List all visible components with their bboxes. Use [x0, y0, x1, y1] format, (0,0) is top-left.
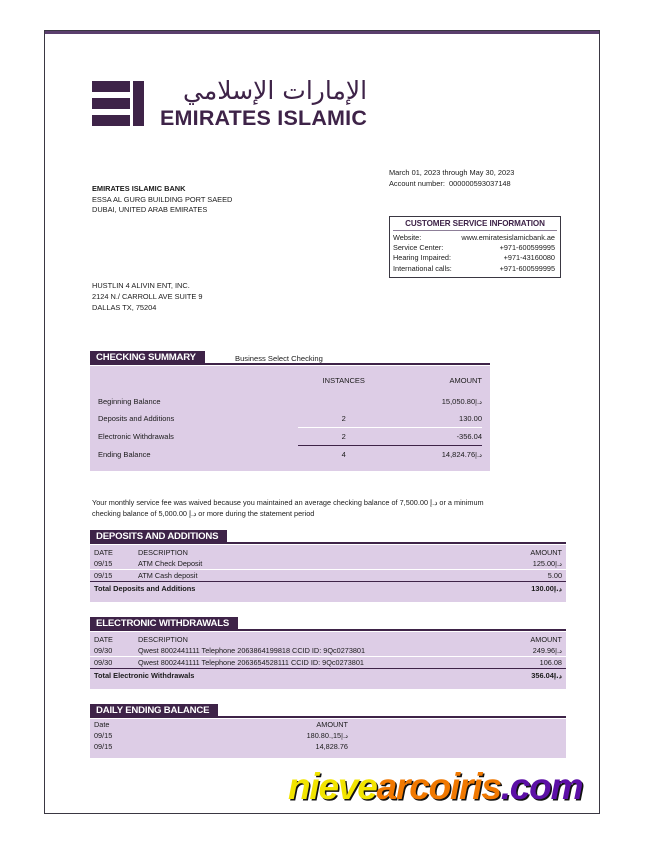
daily-balance-rule: [90, 716, 566, 718]
txn-total-row: [90, 582, 566, 597]
bank-address-block: [92, 184, 232, 216]
withdrawals-rule: [90, 629, 566, 631]
txn-amount: د.إ249.96: [508, 645, 566, 657]
bank-name-arabic: الإمارات الإسلامي: [183, 76, 368, 105]
customer-service-row-hearing-impaired: [393, 253, 557, 263]
table-spacer-row: [90, 683, 566, 689]
checking-summary-table-wrap: [90, 366, 490, 471]
withdrawals-table-wrap: [90, 632, 566, 689]
bank-logo-text: [160, 78, 367, 131]
daily-balance-header: [90, 704, 566, 717]
checking-summary-subtitle: Business Select Checking: [235, 354, 323, 363]
checking-summary-row: [98, 393, 482, 410]
txn-amount: 106.08: [539, 658, 562, 667]
txn-date: 09/30: [94, 658, 113, 667]
account-number-value: 000000593037148: [449, 178, 511, 188]
deposits-title: DEPOSITS AND ADDITIONS: [90, 530, 227, 543]
daily-balance-date: 09/15: [94, 742, 113, 751]
withdrawals-col-amount: AMOUNT: [530, 635, 562, 644]
currency-symbol: د.إ: [555, 560, 562, 568]
txn-date: 09/15: [94, 571, 113, 580]
withdrawals-col-date: DATE: [94, 635, 113, 644]
table-row: [90, 730, 566, 741]
checking-summary-rule: [90, 363, 490, 365]
checking-summary-table: [98, 372, 482, 463]
deposits-header: [90, 530, 566, 543]
daily-ending-balance-section: [90, 704, 566, 758]
daily-balance-col-spacer: [348, 719, 566, 730]
cs-value-hearing-impaired: +971-43160080: [503, 253, 555, 263]
checking-summary-row-amount: د.إ15,050.80: [441, 397, 482, 406]
statement-period: March 01, 2023 through May 30, 2023: [389, 168, 515, 177]
deposits-table-wrap: [90, 545, 566, 602]
daily-balance-date: 09/15: [94, 731, 113, 740]
txn-description: Qwest 8002441111 Telephone 2063654528111 CCID ID: 9Qc0273801: [138, 658, 364, 667]
bank-address-name: EMIRATES ISLAMIC BANK: [92, 184, 186, 193]
daily-balance-table-wrap: [90, 719, 566, 758]
checking-summary-col-instances: INSTANCES: [322, 376, 365, 385]
txn-total-label: Total Deposits and Additions: [90, 582, 413, 597]
checking-summary-row-label: Beginning Balance: [98, 397, 161, 406]
txn-total-amount: د.إ130.00: [413, 582, 566, 597]
cs-value-service-center: +971-600599995: [499, 242, 555, 252]
table-row: [90, 741, 566, 752]
checking-summary-row: [98, 446, 482, 464]
deposits-rule: [90, 542, 566, 544]
withdrawals-header: [90, 617, 566, 630]
customer-service-row-service-center: [393, 243, 557, 253]
cs-label-website: Website:: [393, 232, 422, 242]
bank-logo: [92, 78, 367, 131]
checking-summary-col-blank: [98, 372, 298, 393]
service-fee-note: Your monthly service fee was waived because you maintained an average checking balance of د.إ 7,500.00 or a minimum checking balance of د.إ 5,000.00 or more during the statement period: [92, 498, 484, 519]
customer-service-title: CUSTOMER SERVICE INFORMATION: [393, 219, 557, 231]
deposits-col-description: DESCRIPTION: [138, 548, 188, 557]
customer-service-row-website: [393, 233, 557, 243]
statement-period-block: [389, 168, 514, 189]
withdrawals-title: ELECTRONIC WITHDRAWALS: [90, 617, 238, 630]
deposits-col-date: DATE: [94, 548, 113, 557]
checking-summary-row-instances: 2: [341, 414, 346, 423]
currency-symbol: د.إ: [475, 451, 482, 459]
deposits-header-row: [90, 545, 566, 558]
currency-symbol: د.إ: [555, 647, 562, 655]
checking-summary-header-row: [98, 372, 482, 393]
cs-label-international: International calls:: [393, 263, 452, 273]
cs-value-international: +971-600599995: [499, 263, 555, 273]
currency-symbol: د.إ: [553, 672, 562, 680]
currency-symbol: د.إ: [475, 398, 482, 406]
watermark-part-2: arcoiris: [376, 766, 501, 807]
account-number-row: [389, 179, 514, 190]
daily-balance-table: [90, 719, 566, 752]
txn-date: 09/15: [90, 558, 138, 570]
daily-balance-amount: 14,828.76: [315, 742, 348, 751]
customer-address-line3: DALLAS TX, 75204: [92, 303, 157, 313]
checking-summary-row-amount: د.إ14,824.76: [390, 446, 482, 464]
customer-service-box: [389, 216, 561, 278]
table-row: [90, 570, 566, 582]
cs-value-website[interactable]: www.emiratesislamicbank.ae: [461, 232, 555, 242]
deposits-col-amount: AMOUNT: [530, 548, 562, 557]
checking-summary-header: [90, 351, 490, 364]
withdrawals-header-row: [90, 632, 566, 645]
watermark-part-3: .com: [500, 766, 583, 807]
txn-description: Qwest 8002441111 Telephone 2063864199818 CCID ID: 9Qc0273801: [138, 645, 508, 657]
txn-description: ATM Cash deposit: [138, 571, 198, 580]
withdrawals-table: [90, 632, 566, 689]
table-row: [90, 558, 566, 570]
bank-address-line2: DUBAI, UNITED ARAB EMIRATES: [92, 205, 208, 215]
checking-summary-row-instances: [298, 393, 390, 410]
checking-summary-row: [98, 410, 482, 428]
deposits-and-additions-section: [90, 530, 566, 602]
checking-summary-col-amount: AMOUNT: [449, 376, 482, 385]
currency-symbol: د.إ: [553, 585, 562, 593]
table-row: [90, 657, 566, 669]
cs-label-hearing-impaired: Hearing Impaired:: [393, 253, 451, 263]
txn-date: 09/30: [90, 645, 138, 657]
checking-summary-row-instances: 2: [298, 428, 390, 446]
bank-address-line1: ESSA AL GURG BUILDING PORT SAEED: [92, 194, 233, 204]
table-spacer-row: [90, 596, 566, 602]
checking-summary-title: CHECKING SUMMARY: [90, 351, 205, 364]
electronic-withdrawals-section: [90, 617, 566, 689]
daily-balance-col-date: Date: [94, 720, 110, 729]
txn-description: ATM Check Deposit: [138, 558, 413, 570]
table-row: [90, 645, 566, 657]
checking-summary-row-amount: 130.00: [459, 414, 482, 423]
emirates-islamic-logo-icon: [92, 78, 146, 130]
customer-address-line2: 2124 N./ CARROLL AVE SUITE 9: [92, 292, 203, 302]
customer-address-line1: HUSTLIN 4 ALIVIN ENT, INC.: [92, 281, 190, 290]
daily-balance-header-row: [90, 719, 566, 730]
watermark-part-1: nieve: [288, 766, 377, 807]
checking-summary-row: [98, 428, 482, 446]
withdrawals-col-description: DESCRIPTION: [138, 635, 188, 644]
txn-total-amount: د.إ356.04: [508, 669, 566, 684]
txn-amount: 5.00: [547, 571, 562, 580]
cs-label-service-center: Service Center:: [393, 242, 444, 252]
checking-summary-row-label: Ending Balance: [98, 449, 151, 459]
checking-summary-row-label: Electronic Withdrawals: [98, 432, 174, 441]
customer-address-block: [92, 280, 203, 313]
account-number-label: Account number:: [389, 178, 445, 188]
daily-balance-title: DAILY ENDING BALANCE: [90, 704, 218, 717]
daily-balance-col-amount: AMOUNT: [316, 720, 348, 729]
bank-name-latin: EMIRATES ISLAMIC: [160, 106, 368, 130]
txn-total-row: [90, 669, 566, 684]
deposits-table: [90, 545, 566, 602]
customer-service-row-international: [393, 264, 557, 274]
daily-balance-amount: د.إ15,.180.80: [306, 731, 348, 740]
checking-summary-row-instances: 4: [298, 446, 390, 464]
currency-symbol: د.إ: [341, 732, 348, 740]
checking-summary-row-amount: -356.04: [390, 428, 482, 446]
checking-summary-section: [90, 351, 490, 471]
site-watermark: [288, 768, 582, 805]
txn-total-label: Total Electronic Withdrawals: [90, 669, 508, 684]
txn-amount: د.إ125.00: [413, 558, 566, 570]
checking-summary-row-label: Deposits and Additions: [98, 414, 175, 424]
